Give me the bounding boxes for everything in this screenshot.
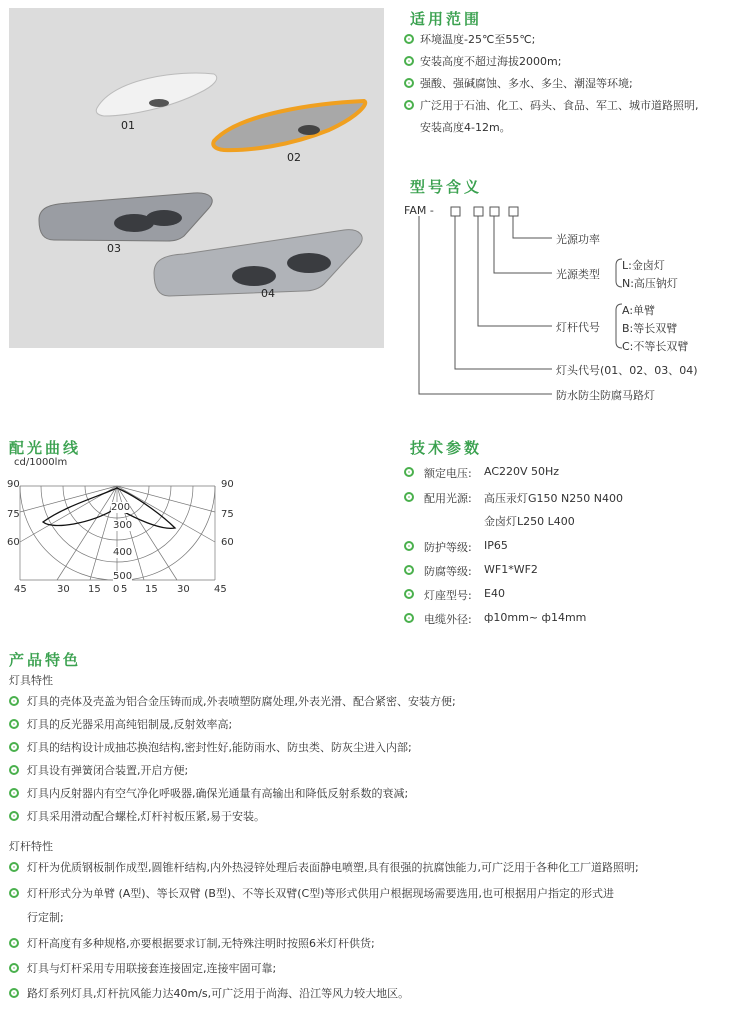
- scope-item: 安装高度不超过海拔2000m;: [420, 55, 562, 68]
- scope-item: 安装高度4-12m。: [420, 121, 511, 134]
- pole-feature-item: 路灯系列灯具,灯杆抗风能力达40m/s,可广泛用于尚海、沿江等风力较大地区。: [27, 987, 410, 1000]
- bullet-icon: [9, 862, 19, 872]
- bullet-icon: [404, 467, 414, 477]
- bullet-icon: [9, 696, 19, 706]
- model-pole-c: C:不等长双臂: [622, 340, 689, 353]
- curve-unit: cd/1000lm: [14, 457, 68, 468]
- model-diagram: [404, 200, 744, 410]
- tech-title: 技术参数: [410, 439, 483, 457]
- radial-label: 300: [113, 520, 133, 531]
- bullet-icon: [404, 565, 414, 575]
- bullet-icon: [9, 765, 19, 775]
- tech-label: 电缆外径:: [424, 613, 472, 626]
- lamp-label-02: 02: [287, 151, 301, 164]
- curve-diagram: [5, 478, 245, 598]
- pole-feature-item: 灯杆为优质钢板制作成型,圆锥杆结构,内外热浸锌处理后表面静电喷塑,具有很强的抗腐蚀能力,可广泛用于各种化工厂道路照明;: [27, 861, 639, 874]
- scope-item: 强酸、强碱腐蚀、多水、多尘、潮湿等环境;: [420, 77, 633, 90]
- bullet-icon: [9, 742, 19, 752]
- model-pole-a: A:单臂: [622, 304, 656, 317]
- tech-label: 防护等级:: [424, 541, 472, 554]
- angle-label: 60: [7, 537, 20, 548]
- model-title: 型号含义: [410, 178, 483, 196]
- bullet-icon: [404, 492, 414, 502]
- bullet-icon: [9, 988, 19, 998]
- lamp-feature-item: 灯具的反光器采用高纯铝制晟,反射效率高;: [27, 718, 233, 731]
- model-pole: 灯杆代号: [556, 321, 600, 334]
- model-source-type: 光源类型: [556, 268, 600, 281]
- model-source-n: N:高压钠灯: [622, 277, 678, 290]
- lamp-label-01: 01: [121, 119, 135, 132]
- pole-feature-item: 灯杆形式分为单臂 (A型)、等长双臂 (B型)、不等长双臂(C型)等形式供用户根据现场需要选用,也可根据用户指定的形式进: [27, 887, 614, 900]
- model-name: 防水防尘防腐马路灯: [556, 389, 655, 402]
- lamp-feature-item: 灯具设有弹簧闭合装置,开启方便;: [27, 764, 189, 777]
- bottom-label: 15: [88, 584, 101, 595]
- tech-label: 额定电压:: [424, 467, 472, 480]
- bullet-icon: [404, 34, 414, 44]
- bullet-icon: [9, 719, 19, 729]
- bullet-icon: [404, 56, 414, 66]
- tech-label: 防腐等级:: [424, 565, 472, 578]
- lamp-feature-item: 灯具的壳体及壳盖为铝合金压铸而成,外表喷塑防腐处理,外表光滑、配合紧密、安装方便;: [27, 695, 456, 708]
- bullet-icon: [9, 811, 19, 821]
- tech-value: 金卤灯L250 L400: [484, 515, 575, 528]
- tech-value: AC220V 50Hz: [484, 465, 560, 478]
- bottom-label: 45: [214, 584, 227, 595]
- scope-item: 环境温度-25℃至55℃;: [420, 33, 536, 46]
- radial-label: 400: [113, 547, 133, 558]
- lamp-feature-item: 灯具采用滑动配合螺栓,灯杆衬板压紧,易于安装。: [27, 810, 265, 823]
- lamp-feature-item: 灯具内反射器内有空气净化呼吸器,确保光通量有高输出和降低反射系数的衰减;: [27, 787, 409, 800]
- pole-feature-item: 行定制;: [27, 911, 64, 924]
- bullet-icon: [9, 963, 19, 973]
- model-code: FAM -: [404, 204, 434, 217]
- tech-value: ф10mm~ ф14mm: [484, 611, 587, 624]
- tech-value: 高压汞灯G150 N250 N400: [484, 492, 623, 505]
- lamp-illustrations: [9, 8, 384, 348]
- pole-feature-list: [9, 859, 744, 1009]
- bottom-label: 15: [145, 584, 158, 595]
- product-photo: [9, 8, 384, 348]
- tech-value: WF1*WF2: [484, 563, 538, 576]
- bullet-icon: [9, 788, 19, 798]
- bottom-label: 30: [57, 584, 70, 595]
- lamp-02: [213, 101, 365, 150]
- angle-label: 60: [221, 537, 234, 548]
- angle-label: 75: [7, 509, 20, 520]
- bullet-icon: [404, 100, 414, 110]
- tech-value: IP65: [484, 539, 508, 552]
- tech-label: 配用光源:: [424, 492, 472, 505]
- lamp-feature-list: [9, 693, 744, 828]
- bottom-label: 30: [177, 584, 190, 595]
- lamp-sub-title: 灯具特性: [9, 674, 53, 687]
- lamp-01: [96, 73, 216, 116]
- tech-list: [404, 463, 744, 633]
- lamp-03: [39, 193, 212, 241]
- pole-feature-item: 灯具与灯杆采用专用联接套连接固定,连接牢固可靠;: [27, 962, 277, 975]
- model-head: 灯头代号(01、02、03、04): [556, 364, 698, 377]
- radial-label: 200: [111, 502, 131, 513]
- curve-title: 配光曲线: [9, 439, 82, 457]
- angle-label: 75: [221, 509, 234, 520]
- tech-label: 灯座型号:: [424, 589, 472, 602]
- lamp-feature-item: 灯具的结构设计成抽芯换泡结构,密封性好,能防雨水、防虫类、防灰尘进入内部;: [27, 741, 412, 754]
- model-source-l: L:金卤灯: [622, 259, 665, 272]
- bullet-icon: [404, 613, 414, 623]
- features-title: 产品特色: [9, 651, 82, 669]
- bullet-icon: [404, 78, 414, 88]
- bullet-icon: [404, 589, 414, 599]
- bullet-icon: [404, 541, 414, 551]
- bottom-label: 45: [14, 584, 27, 595]
- lamp-label-03: 03: [107, 242, 121, 255]
- model-pole-b: B:等长双臂: [622, 322, 678, 335]
- lamp-04: [154, 230, 362, 296]
- bullet-icon: [9, 888, 19, 898]
- model-power: 光源功率: [556, 233, 600, 246]
- lamp-label-04: 04: [261, 287, 275, 300]
- radial-label: 500: [113, 571, 133, 582]
- pole-sub-title: 灯杆特性: [9, 840, 53, 853]
- pole-feature-item: 灯杆高度有多种规格,亦要根据要求订制,无特殊注明时按照6米灯杆供货;: [27, 937, 375, 950]
- scope-title: 适用范围: [410, 10, 483, 28]
- bullet-icon: [9, 938, 19, 948]
- angle-label: 90: [221, 479, 234, 490]
- tech-value: E40: [484, 587, 505, 600]
- scope-item: 广泛用于石油、化工、码头、食品、军工、城市道路照明,: [420, 99, 699, 112]
- bottom-label: 0: [113, 584, 120, 595]
- bottom-label: 5: [121, 584, 128, 595]
- angle-label: 90: [7, 479, 20, 490]
